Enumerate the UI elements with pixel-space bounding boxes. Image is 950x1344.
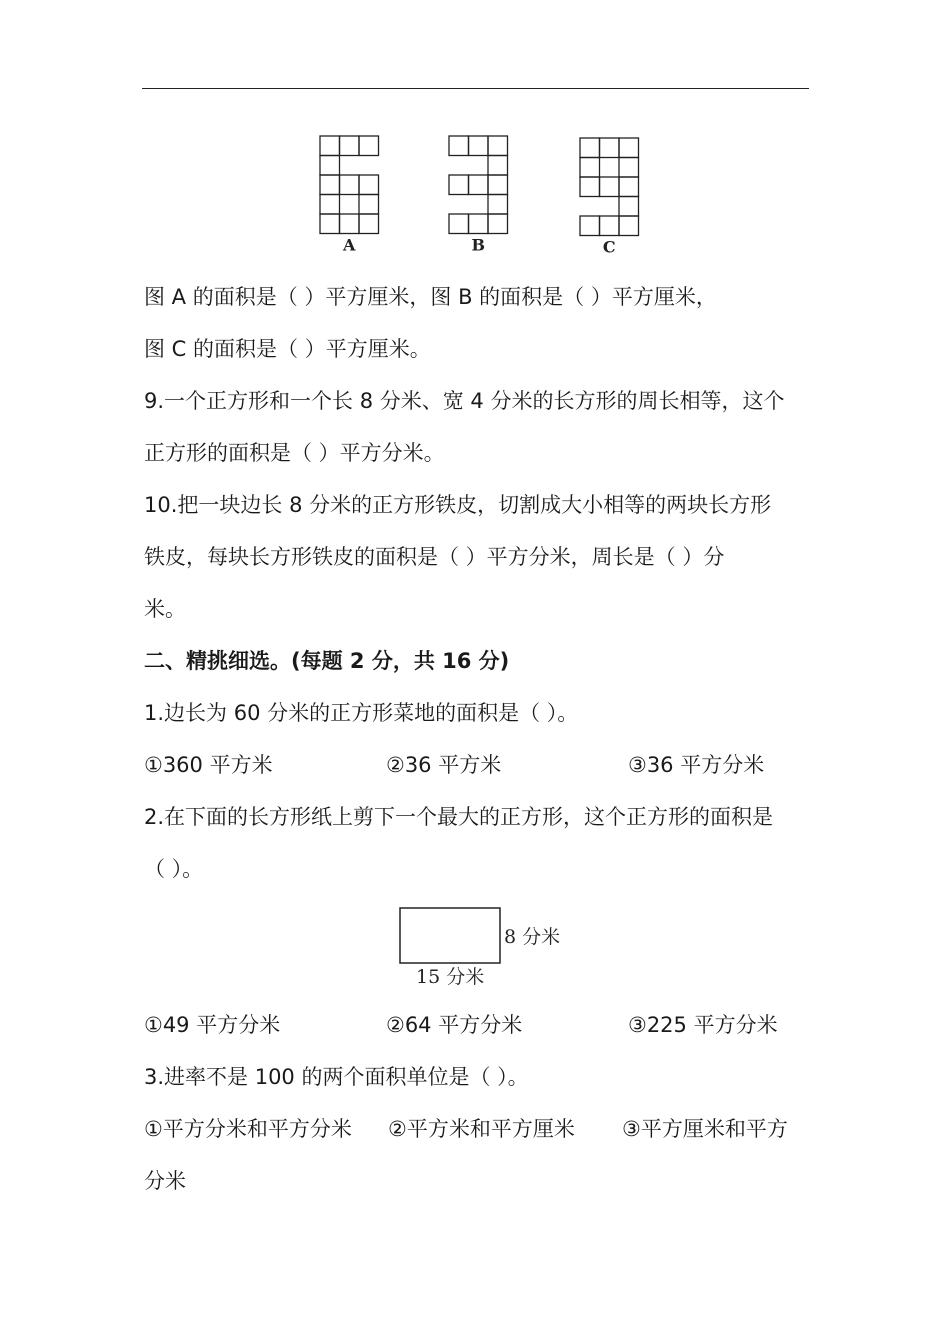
mc1-question: 1.边长为 60 分米的正方形菜地的面积是（ ）。 <box>144 701 579 725</box>
mc3-question: 3.进率不是 100 的两个面积单位是（ ）。 <box>144 1065 529 1089</box>
grid-cell <box>488 136 508 156</box>
grid-cell <box>600 138 620 158</box>
grid-cell <box>449 136 469 156</box>
q10-line1: 10.把一块边长 8 分米的正方形铁皮，切割成大小相等的两块长方形 <box>144 493 772 517</box>
mc2-question-line1: 2.在下面的长方形纸上剪下一个最大的正方形，这个正方形的面积是 <box>144 805 774 829</box>
mc2-option-1: ①49 平方分米 <box>144 1013 281 1037</box>
q10-line2: 铁皮，每块长方形铁皮的面积是（ ）平方分米，周长是（ ）分 <box>144 545 725 569</box>
grid-cell <box>359 175 379 195</box>
grid-cell <box>619 138 639 158</box>
q9-line1: 9.一个正方形和一个长 8 分米、宽 4 分米的长方形的周长相等，这个 <box>144 389 785 413</box>
rect-height-label: 8 分米 <box>504 926 561 948</box>
figure-label-a: A <box>343 235 356 255</box>
grid-cell <box>340 136 360 156</box>
grid-cell <box>619 177 639 197</box>
grid-cell <box>340 175 360 195</box>
grid-cell <box>449 214 469 234</box>
rect-width-label: 15 分米 <box>416 966 485 988</box>
section2-title: 二、精挑细选。(每题 2 分，共 16 分) <box>144 649 510 673</box>
mc1-option-1: ①360 平方米 <box>144 753 273 777</box>
figure-label-c: C <box>602 237 616 257</box>
grid-cell <box>359 214 379 234</box>
grid-cell <box>359 136 379 156</box>
grid-cell <box>320 214 340 234</box>
grid-cell <box>619 197 639 217</box>
grid-figures <box>0 120 950 290</box>
grid-cell <box>320 136 340 156</box>
grid-cell <box>320 195 340 215</box>
mc3-option-1: ①平方分米和平方分米 <box>144 1117 352 1141</box>
grid-cell <box>488 214 508 234</box>
mc3-option-3: ③平方厘米和平方 <box>622 1117 788 1141</box>
q8-line2: 图 C 的面积是（ ）平方厘米。 <box>144 337 431 361</box>
mc3-option-3-cont: 分米 <box>144 1169 186 1193</box>
grid-cell <box>488 195 508 215</box>
mc1-option-2: ②36 平方米 <box>386 753 502 777</box>
mc1-option-3: ③36 平方分米 <box>628 753 765 777</box>
grid-cell <box>469 214 489 234</box>
grid-cell <box>340 214 360 234</box>
grid-cell <box>580 138 600 158</box>
mc3-option-2: ②平方米和平方厘米 <box>388 1117 575 1141</box>
grid-cell <box>469 136 489 156</box>
rectangle-diagram <box>396 903 616 993</box>
q9-line2: 正方形的面积是（ ）平方分米。 <box>144 441 445 465</box>
header-rule <box>142 88 809 89</box>
grid-cell <box>469 175 489 195</box>
figure-label-b: B <box>471 235 486 255</box>
grid-cell <box>619 216 639 236</box>
grid-cell <box>580 158 600 178</box>
mc2-option-3: ③225 平方分米 <box>628 1013 778 1037</box>
figure-group <box>320 136 639 257</box>
paper-rectangle <box>400 908 500 963</box>
q8-line1: 图 A 的面积是（ ）平方厘米，图 B 的面积是（ ）平方厘米， <box>144 285 717 309</box>
grid-cell <box>449 175 469 195</box>
q10-line3: 米。 <box>144 597 186 621</box>
grid-cell <box>488 175 508 195</box>
grid-cell <box>580 216 600 236</box>
mc2-option-2: ②64 平方分米 <box>386 1013 523 1037</box>
grid-cell <box>488 156 508 176</box>
grid-cell <box>600 177 620 197</box>
grid-cell <box>600 216 620 236</box>
grid-cell <box>320 175 340 195</box>
grid-cell <box>619 158 639 178</box>
grid-cell <box>359 195 379 215</box>
grid-cell <box>320 156 340 176</box>
mc2-question-line2: （ ）。 <box>144 857 204 881</box>
grid-cell <box>580 177 600 197</box>
